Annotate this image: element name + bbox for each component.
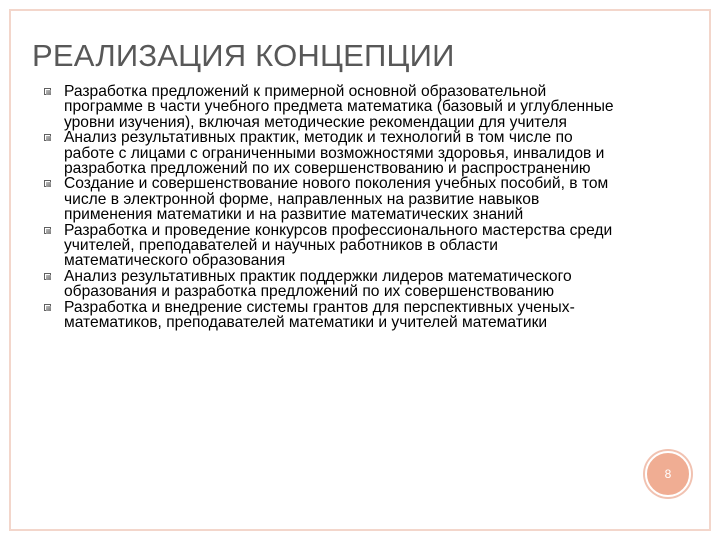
- bullet-item: [44, 223, 624, 269]
- square-bullet-icon: [44, 180, 51, 187]
- bullet-text: Разработка и проведение конкурсов профессионального мастерства среди учителей, преподавателей и научных работников в области математического образования: [64, 221, 613, 270]
- bullet-list: [44, 84, 624, 331]
- bullet-text: Анализ результативных практик, методик и технологий в том числе по работе с лицами с ограниченными возможностями здоровья, инвалидов и разработка предложений по их совершенствованию и распространению: [64, 129, 605, 178]
- square-bullet-icon: [44, 304, 51, 311]
- square-bullet-icon: [44, 134, 51, 141]
- square-bullet-icon: [44, 88, 51, 95]
- bullet-item: [44, 176, 624, 222]
- bullet-text: Разработка и внедрение системы грантов для перспективных ученых-математиков, преподавателей математики и учителей математики: [64, 298, 575, 332]
- bullet-text: Разработка предложений к примерной основной образовательной программе в части учебного предмета математика (базовый и углубленные уровни изучения), включая методические рекомендации для учителя: [64, 83, 614, 131]
- bullet-text: Создание и совершенствование нового поколения учебных пособий, в том числе в электронной форме, направленных на развитие навыков применения математики и на развитие математических знаний: [64, 175, 609, 224]
- bullet-item: [44, 84, 624, 130]
- page-number-badge: 8: [645, 451, 691, 497]
- square-bullet-icon: [44, 227, 51, 234]
- bullet-item: [44, 300, 624, 331]
- bullet-item: [44, 269, 624, 300]
- bullet-text: Анализ результативных практик поддержки лидеров математического образования и разработка предложений по их совершенствованию: [64, 267, 572, 301]
- slide-title: РЕАЛИЗАЦИЯ КОНЦЕПЦИИ: [32, 38, 455, 73]
- square-bullet-icon: [44, 273, 51, 280]
- bullet-item: [44, 130, 624, 176]
